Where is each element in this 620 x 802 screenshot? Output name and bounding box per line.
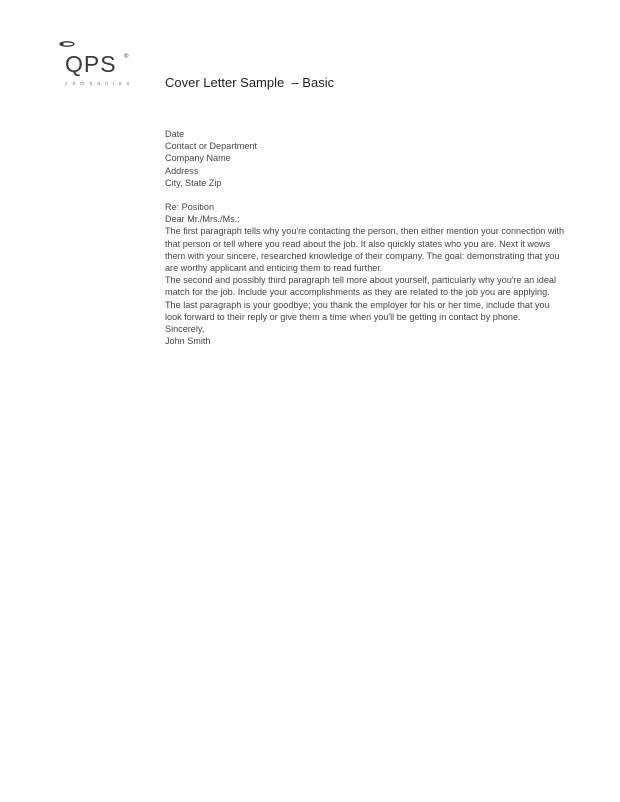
letter-paragraph-1: The first paragraph tells why you're contacting the person, then either mention your connection with that person or tell where you read about the job. It also quickly states who you are. Next it wows them with your sincere, researched knowledge of their company. The goal: demonstrating that you are worthy applicant and enticing them to read further. — [165, 226, 565, 274]
letter-date: Date — [165, 129, 185, 139]
logo-registered-mark: ® — [124, 54, 129, 60]
letter-subject: Re: Position — [165, 202, 215, 213]
letter-body — [165, 128, 565, 347]
address-line: Address — [165, 165, 199, 176]
logo-tagline: companies — [65, 81, 135, 87]
letter-closing: Sincerely, — [165, 324, 205, 335]
address-line: Contact or Department — [165, 141, 257, 152]
letter-signature: John Smith — [165, 336, 211, 347]
logo-name: QPS — [65, 51, 117, 77]
letter-paragraph-2: The second and possibly third paragraph tell more about yourself, particularly why you're an ideal match for the job. Include your accomplishments as they are related to the job you are applying. — [165, 275, 556, 298]
logo-swoosh-icon — [58, 40, 76, 48]
address-line: Company Name — [165, 153, 231, 164]
recipient-address — [165, 140, 565, 189]
address-line: City, State Zip — [165, 177, 222, 188]
company-logo — [52, 38, 142, 90]
letter-paragraph-3: The last paragraph is your goodbye; you thank the employer for his or her time, include that you look forward to their reply or give them a time when you'll be getting in contact by phone. — [165, 299, 550, 322]
letter-salutation: Dear Mr./Mrs./Ms.: — [165, 214, 240, 225]
page-title: Cover Letter Sample – Basic — [165, 75, 335, 90]
